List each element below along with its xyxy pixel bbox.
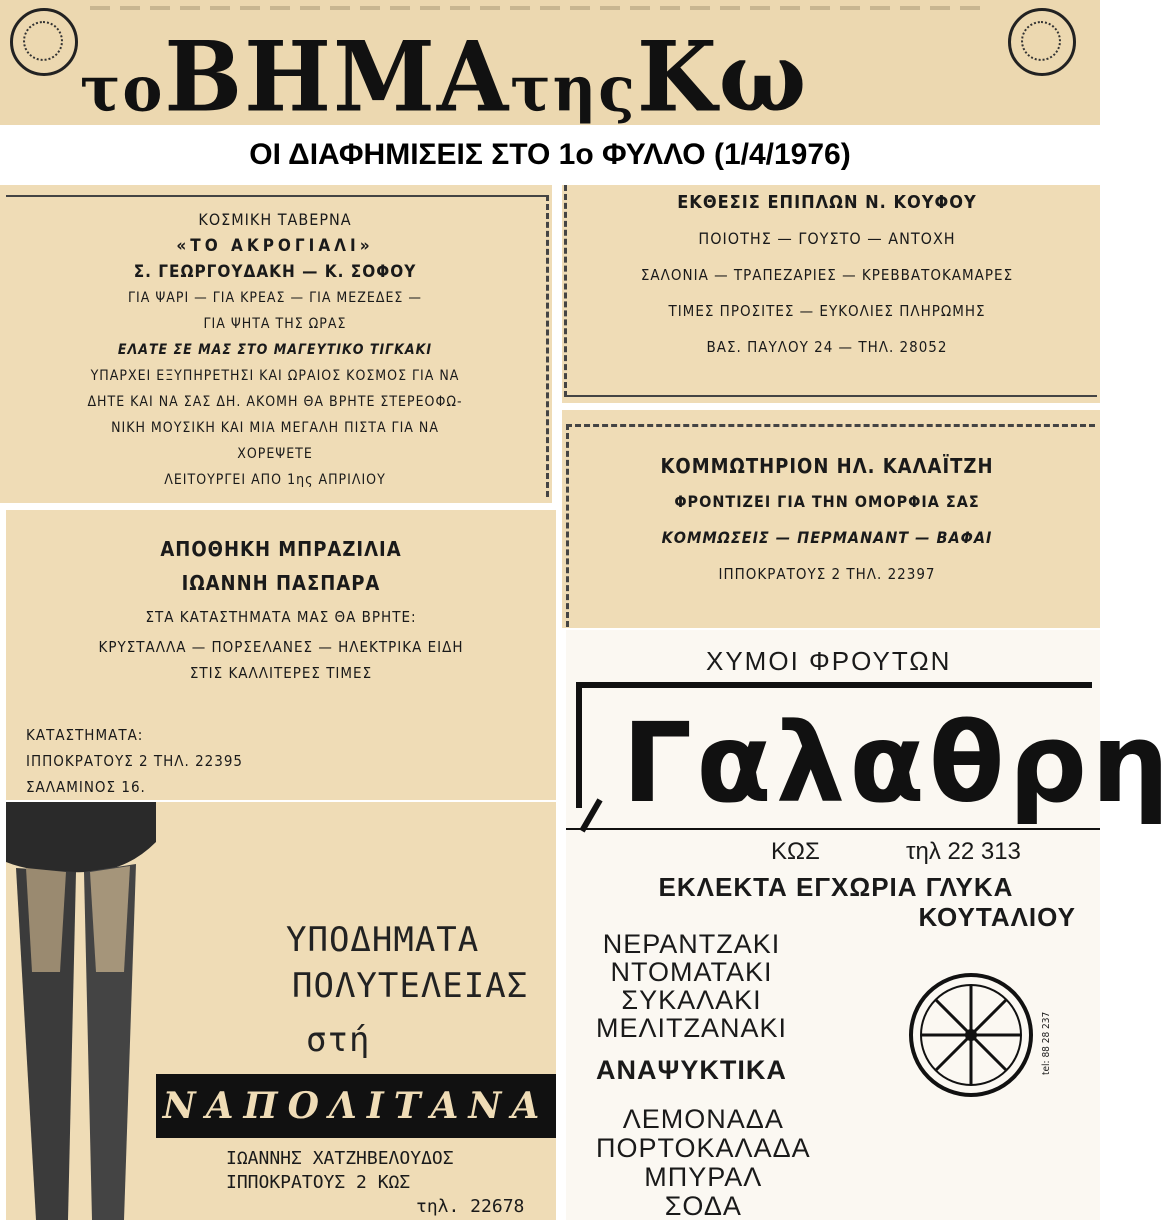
list-item: ΝΕΡΑΝΤΖΑΚΙ [602, 929, 781, 959]
ad-line: ΦΡΟΝΤΙΖΕΙ ΓΙΑ ΤΗΝ ΟΜΟΡΦΙΑ ΣΑΣ [674, 492, 980, 511]
divider [566, 828, 1100, 830]
stores-label: ΚΑΤΑΣΤΗΜΑΤΑ: [26, 726, 144, 744]
ad-line: ΓΙΑ ΨΑΡΙ — ΓΙΑ ΚΡΕΑΣ — ΓΙΑ ΜΕΖΕΔΕΣ — [128, 290, 422, 306]
list-item: ΝΤΟΜΑΤΑΚΙ [610, 957, 773, 987]
ad-line: ΝΙΚΗ ΜΟΥΣΙΚΗ ΚΑΙ ΜΙΑ ΜΕΓΑΛΗ ΠΙΣΤΑ ΓΙΑ ΝΑ [111, 420, 439, 436]
store-address: ΣΑΛΑΜΙΝΟΣ 16. [26, 778, 146, 796]
ad-line: Σ. ΓΕΩΡΓΟΥΔΑΚΗ — Κ. ΣΟΦΟΥ [133, 262, 417, 282]
brand-logo: Γαλαθρη [576, 682, 1092, 808]
ad-line: ΓΙΑ ΨΗΤΑ ΤΗΣ ΩΡΑΣ [203, 316, 347, 332]
orange-slice-icon [906, 970, 1036, 1100]
ad-juices [566, 630, 1173, 1221]
ad-line: ΠΟΙΟΤΗΣ — ΓΟΥΣΤΟ — ΑΝΤΟΧΗ [698, 229, 956, 248]
ad-line: ΕΚΛΕΚΤΑ ΕΓΧΩΡΙΑ ΓΛΥΚΑ [658, 872, 1014, 902]
ad-hair-salon [562, 410, 1100, 628]
ad-line: στή [306, 1020, 371, 1060]
left-seal-icon [10, 8, 78, 76]
ad-furniture [562, 185, 1100, 403]
ad-line: ΒΑΣ. ΠΑΥΛΟΥ 24 — ΤΗΛ. 28052 [706, 338, 948, 356]
ad-brazilia-store [6, 510, 556, 800]
store-address: ΙΠΠΟΚΡΑΤΟΥΣ 2 ΤΗΛ. 22395 [26, 752, 244, 770]
ad-shoes [6, 802, 556, 1220]
newspaper-logo: τοΒΗΜΑτηςΚω [80, 20, 809, 134]
ad-line: ΚΡΥΣΤΑΛΛΑ — ΠΟΡΣΕΛΑΝΕΣ — ΗΛΕΚΤΡΙΚΑ ΕΙΔΗ [98, 638, 464, 656]
ad-line: ΤΙΜΕΣ ΠΡΟΣΙΤΕΣ — ΕΥΚΟΛΙΕΣ ΠΛΗΡΩΜΗΣ [668, 302, 986, 320]
drinks-header: ΑΝΑΨΥΚΤΙΚΑ [596, 1055, 787, 1085]
ad-line: ΚΟΜΜΩΣΕΙΣ — ΠΕΡΜΑΝΑΝΤ — ΒΑΦΑΙ [661, 528, 993, 547]
ad-taverna [0, 185, 552, 503]
right-seal-icon [1008, 8, 1076, 76]
ad-line: ΙΠΠΟΚΡΑΤΟΥΣ 2 ΚΩΣ [226, 1172, 411, 1193]
ad-line: «ΤΟ ΑΚΡΟΓΙΑΛΙ» [176, 236, 374, 256]
ad-header: ΧΥΜΟΙ ΦΡΟΥΤΩΝ [706, 646, 952, 676]
page-title: ΟΙ ΔΙΑΦΗΜΙΣΕΙΣ ΣΤΟ 1ο ΦΥΛΛΟ (1/4/1976) [249, 138, 851, 171]
ad-line: ΔΗΤΕ ΚΑΙ ΝΑ ΣΑΣ ΔΗ. ΑΚΟΜΗ ΘΑ ΒΡΗΤΕ ΣΤΕΡΕΟΦΩ- [87, 394, 463, 410]
ad-line: ΛΕΙΤΟΥΡΓΕΙ ΑΠΟ 1ης ΑΠΡΙΛΙΟΥ [164, 472, 386, 488]
list-item: ΣΟΔΑ [664, 1191, 742, 1221]
ad-line: ΚΟΜΜΩΤΗΡΙΟΝ ΗΛ. ΚΑΛΑΪΤΖΗ [660, 454, 994, 478]
masthead-rule [90, 6, 990, 10]
ad-line: ΕΚΘΕΣΙΣ ΕΠΙΠΛΩΝ Ν. ΚΟΥΦΟΥ [677, 192, 977, 213]
list-item: ΠΟΡΤΟΚΑΛΑΔΑ [596, 1133, 811, 1163]
ad-line: ΥΠΑΡΧΕΙ ΕΞΥΠΗΡΕΤΗΣΙ ΚΑΙ ΩΡΑΙΟΣ ΚΟΣΜΟΣ ΓΙΑ ΝΑ [90, 368, 460, 384]
list-item: ΛΕΜΟΝΑΔΑ [622, 1104, 784, 1134]
phone-label: τηλ 22 313 [906, 838, 1021, 865]
ad-line: ΣΑΛΟΝΙΑ — ΤΡΑΠΕΖΑΡΙΕΣ — ΚΡΕΒΒΑΤΟΚΑΜΑΡΕΣ [640, 266, 1014, 284]
small-print: tel: 88 28 237 [1041, 1011, 1052, 1075]
ad-line: ΕΛΑΤΕ ΣΕ ΜΑΣ ΣΤΟ ΜΑΓΕΥΤΙΚΟ ΤΙΓΚΑΚΙ [117, 342, 433, 358]
ad-line: ΙΩΑΝΝΗΣ ΧΑΤΖΗΒΕΛΟΥΔΟΣ [226, 1148, 454, 1169]
ad-line: ΧΟΡΕΨΕΤΕ [237, 446, 313, 462]
ad-line: ΠΟΛΥΤΕΛΕΙΑΣ [292, 966, 529, 1006]
shoe-brand-banner: ΝΑΠΟΛΙΤΑΝΑ [156, 1074, 556, 1138]
ad-line: τηλ. 22678 [416, 1196, 525, 1217]
ad-line: ΑΠΟΘΗΚΗ ΜΠΡΑΖΙΛΙΑ [160, 537, 402, 561]
ad-line: ΥΠΟΔΗΜΑΤΑ [286, 920, 480, 960]
ad-line: ΣΤΙΣ ΚΑΛΛΙΤΕΡΕΣ ΤΙΜΕΣ [189, 664, 373, 682]
ad-line: ΚΟΥΤΑΛΙΟΥ [918, 902, 1076, 932]
list-item: ΣΥΚΑΛΑΚΙ [621, 985, 762, 1015]
legs-illustration-icon [6, 802, 156, 1220]
ad-line: ΙΠΠΟΚΡΑΤΟΥΣ 2 ΤΗΛ. 22397 [718, 565, 936, 583]
masthead [0, 0, 1100, 134]
ad-line: ΚΟΣΜΙΚΗ ΤΑΒΕΡΝΑ [198, 210, 352, 229]
list-item: ΜΕΛΙΤΖΑΝΑΚΙ [596, 1013, 788, 1043]
ad-line: ΙΩΑΝΝΗ ΠΑΣΠΑΡΑ [181, 571, 381, 595]
ad-line: ΣΤΑ ΚΑΤΑΣΤΗΜΑΤΑ ΜΑΣ ΘΑ ΒΡΗΤΕ: [145, 608, 417, 626]
city-label: ΚΩΣ [771, 838, 820, 865]
list-item: ΜΠΥΡΑΛ [644, 1162, 763, 1192]
